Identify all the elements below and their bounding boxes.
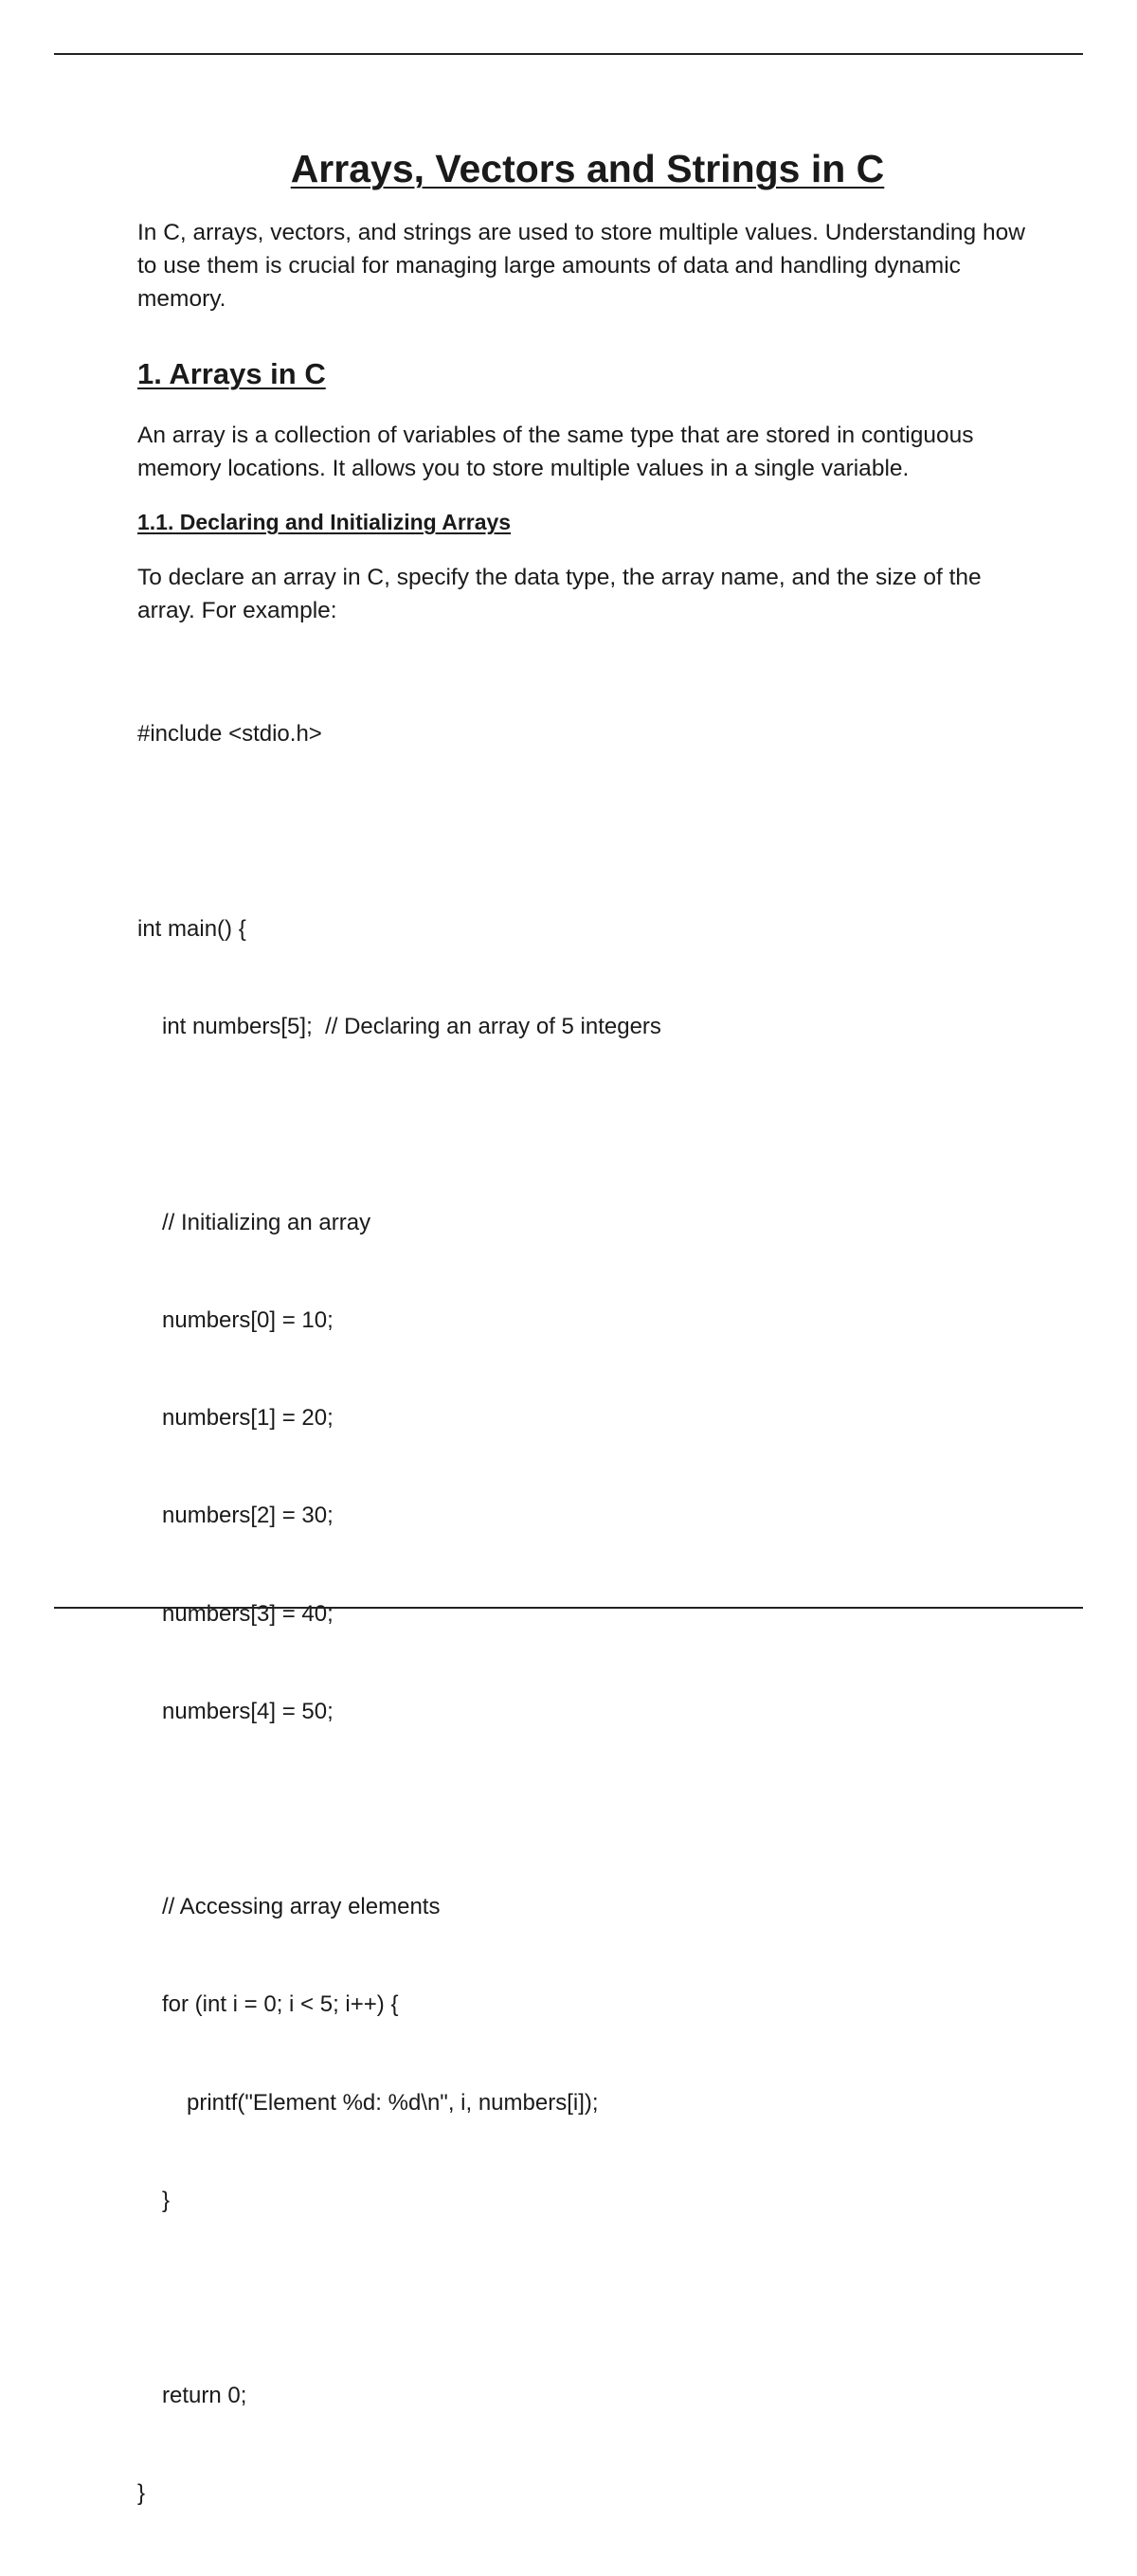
page-title: Arrays, Vectors and Strings in C: [290, 147, 885, 190]
footer-rule: [54, 1607, 1083, 1609]
code-line: }: [137, 2480, 146, 2507]
code-line: numbers[1] = 20;: [162, 1405, 334, 1432]
intro-paragraph: In C, arrays, vectors, and strings are used to store multiple values. Understanding how to use them is crucial for managing large amounts of data and handling dynamic memory.: [137, 220, 1025, 312]
section-heading-arrays: 1. Arrays in C: [137, 357, 326, 390]
code-block: [137, 653, 1038, 2576]
code-line: numbers[0] = 10;: [162, 1307, 334, 1334]
code-line: printf("Element %d: %d\n", i, numbers[i]);: [187, 2089, 599, 2116]
code-line: numbers[3] = 40;: [162, 1600, 334, 1627]
declaring-paragraph: To declare an array in C, specify the data type, the array name, and the size of the array. For example:: [137, 565, 982, 623]
subsection-heading-declaring: 1.1. Declaring and Initializing Arrays: [137, 510, 512, 534]
code-comment: // Initializing an array: [162, 1209, 371, 1235]
document-body: [137, 142, 1038, 2576]
code-comment: // Accessing array elements: [162, 1894, 441, 1920]
code-blank-line: [137, 1793, 1038, 1826]
header-rule: [54, 53, 1083, 55]
code-line: }: [162, 2187, 171, 2213]
code-line: int main() {: [137, 916, 246, 943]
arrays-paragraph: An array is a collection of variables of the same type that are stored in contiguous memory locations. It allows you to store multiple values in a single variable.: [137, 423, 974, 481]
code-line: #include <stdio.h>: [137, 720, 322, 747]
code-blank-line: [137, 816, 1038, 848]
code-line: numbers[4] = 50;: [162, 1698, 334, 1724]
code-line: for (int i = 0; i < 5; i++) {: [162, 1991, 399, 2018]
code-blank-line: [137, 1109, 1038, 1142]
code-line: int numbers[5]; // Declaring an array of 5 integers: [162, 1014, 661, 1040]
code-line: numbers[2] = 30;: [162, 1503, 334, 1529]
code-line: return 0;: [162, 2383, 247, 2409]
code-blank-line: [137, 2282, 1038, 2315]
